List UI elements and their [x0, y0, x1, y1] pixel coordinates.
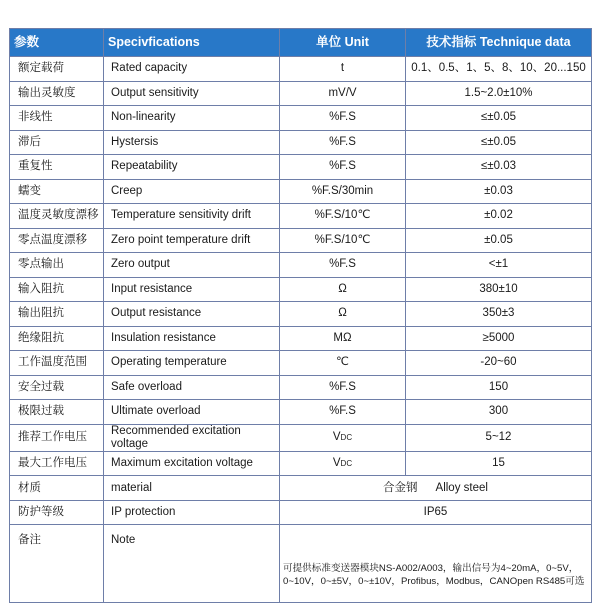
note-line-1: 可提供标准变送器模块NS-A002/A003，输出信号为4~20mA，0~5V，	[283, 562, 579, 574]
material-value-en: Alloy steel	[435, 481, 488, 494]
table-row	[10, 81, 592, 106]
row-unit: t	[280, 57, 406, 82]
row-unit: %F.S/10℃	[280, 228, 406, 253]
row-en: Ultimate overload	[104, 400, 280, 425]
table-row	[10, 451, 592, 476]
row-value: ±0.05	[406, 228, 592, 253]
row-unit: VDC	[280, 451, 406, 476]
row-cn: 防护等级	[10, 500, 104, 525]
protection-row	[10, 500, 592, 525]
row-cn: 零点输出	[10, 253, 104, 278]
table-row	[10, 204, 592, 229]
row-en: Maximum excitation voltage	[104, 451, 280, 476]
row-value: 380±10	[406, 277, 592, 302]
row-cn: 重复性	[10, 155, 104, 180]
row-value: 350±3	[406, 302, 592, 327]
row-unit: %F.S	[280, 400, 406, 425]
table-row	[10, 57, 592, 82]
header-cn: 参数	[10, 29, 104, 57]
row-value: 150	[406, 375, 592, 400]
table-row	[10, 424, 592, 451]
table-row	[10, 351, 592, 376]
spec-body	[10, 57, 592, 476]
row-unit: %F.S	[280, 155, 406, 180]
row-cn: 温度灵敏度漂移	[10, 204, 104, 229]
row-value: 300	[406, 400, 592, 425]
table-row	[10, 375, 592, 400]
row-unit: %F.S	[280, 130, 406, 155]
row-cn: 工作温度范围	[10, 351, 104, 376]
table-row	[10, 106, 592, 131]
row-cn: 额定载荷	[10, 57, 104, 82]
row-unit: MΩ	[280, 326, 406, 351]
row-value: ±0.03	[406, 179, 592, 204]
row-cn: 蠕变	[10, 179, 104, 204]
row-unit: %F.S/10℃	[280, 204, 406, 229]
note-value	[280, 525, 592, 603]
header-value: 技术指标 Technique data	[406, 29, 592, 57]
row-cn: 推荐工作电压	[10, 424, 104, 451]
table-row	[10, 326, 592, 351]
row-en: Recommended excitation voltage	[104, 424, 280, 451]
note-row	[10, 525, 592, 603]
table-row	[10, 179, 592, 204]
row-unit: Ω	[280, 277, 406, 302]
row-cn: 绝缘阻抗	[10, 326, 104, 351]
row-en: Hystersis	[104, 130, 280, 155]
note-line-2: 0~10V，0~±5V，0~±10V，Profibus，Modbus，CANOpen RS485可选	[283, 575, 585, 587]
row-unit: %F.S	[280, 106, 406, 131]
header-en: Specivfications	[104, 29, 280, 57]
material-value	[280, 476, 592, 501]
row-cn: 材质	[10, 476, 104, 501]
row-unit: mV/V	[280, 81, 406, 106]
row-cn: 非线性	[10, 106, 104, 131]
table-row	[10, 253, 592, 278]
row-cn: 输入阻抗	[10, 277, 104, 302]
row-unit: %F.S	[280, 375, 406, 400]
row-en: Rated capacity	[104, 57, 280, 82]
row-value: <±1	[406, 253, 592, 278]
table-row	[10, 155, 592, 180]
row-value: ≤±0.03	[406, 155, 592, 180]
row-cn: 最大工作电压	[10, 451, 104, 476]
material-row	[10, 476, 592, 501]
row-value: ≤±0.05	[406, 130, 592, 155]
row-en: Note	[104, 525, 280, 603]
spec-table	[9, 28, 592, 603]
table-row	[10, 228, 592, 253]
row-cn: 零点温度漂移	[10, 228, 104, 253]
row-en: Input resistance	[104, 277, 280, 302]
row-cn: 输出灵敏度	[10, 81, 104, 106]
row-cn: 输出阻抗	[10, 302, 104, 327]
row-value: 5~12	[406, 424, 592, 451]
material-value-cn: 合金钢	[383, 481, 418, 494]
row-unit: Ω	[280, 302, 406, 327]
row-value: 15	[406, 451, 592, 476]
row-cn: 极限过载	[10, 400, 104, 425]
row-en: material	[104, 476, 280, 501]
row-unit: VDC	[280, 424, 406, 451]
row-en: Creep	[104, 179, 280, 204]
row-cn: 滞后	[10, 130, 104, 155]
table-row	[10, 130, 592, 155]
table-row	[10, 400, 592, 425]
row-en: Non-linearity	[104, 106, 280, 131]
row-value: -20~60	[406, 351, 592, 376]
table-row	[10, 277, 592, 302]
row-unit: %F.S/30min	[280, 179, 406, 204]
row-en: IP protection	[104, 500, 280, 525]
row-en: Operating temperature	[104, 351, 280, 376]
header-unit: 单位 Unit	[280, 29, 406, 57]
row-en: Temperature sensitivity drift	[104, 204, 280, 229]
row-value: 1.5~2.0±10%	[406, 81, 592, 106]
row-en: Output sensitivity	[104, 81, 280, 106]
row-cn: 安全过载	[10, 375, 104, 400]
row-en: Safe overload	[104, 375, 280, 400]
row-en: Output resistance	[104, 302, 280, 327]
table-header-row	[10, 29, 592, 57]
row-en: Zero point temperature drift	[104, 228, 280, 253]
row-cn: 备注	[10, 525, 104, 603]
row-en: Zero output	[104, 253, 280, 278]
row-value: ±0.02	[406, 204, 592, 229]
row-value: ≤±0.05	[406, 106, 592, 131]
protection-value: IP65	[280, 500, 592, 525]
row-en: Insulation resistance	[104, 326, 280, 351]
row-unit: %F.S	[280, 253, 406, 278]
row-unit: ℃	[280, 351, 406, 376]
table-row	[10, 302, 592, 327]
row-en: Repeatability	[104, 155, 280, 180]
row-value: ≥5000	[406, 326, 592, 351]
row-value: 0.1、0.5、1、5、8、10、20...150	[406, 57, 592, 82]
